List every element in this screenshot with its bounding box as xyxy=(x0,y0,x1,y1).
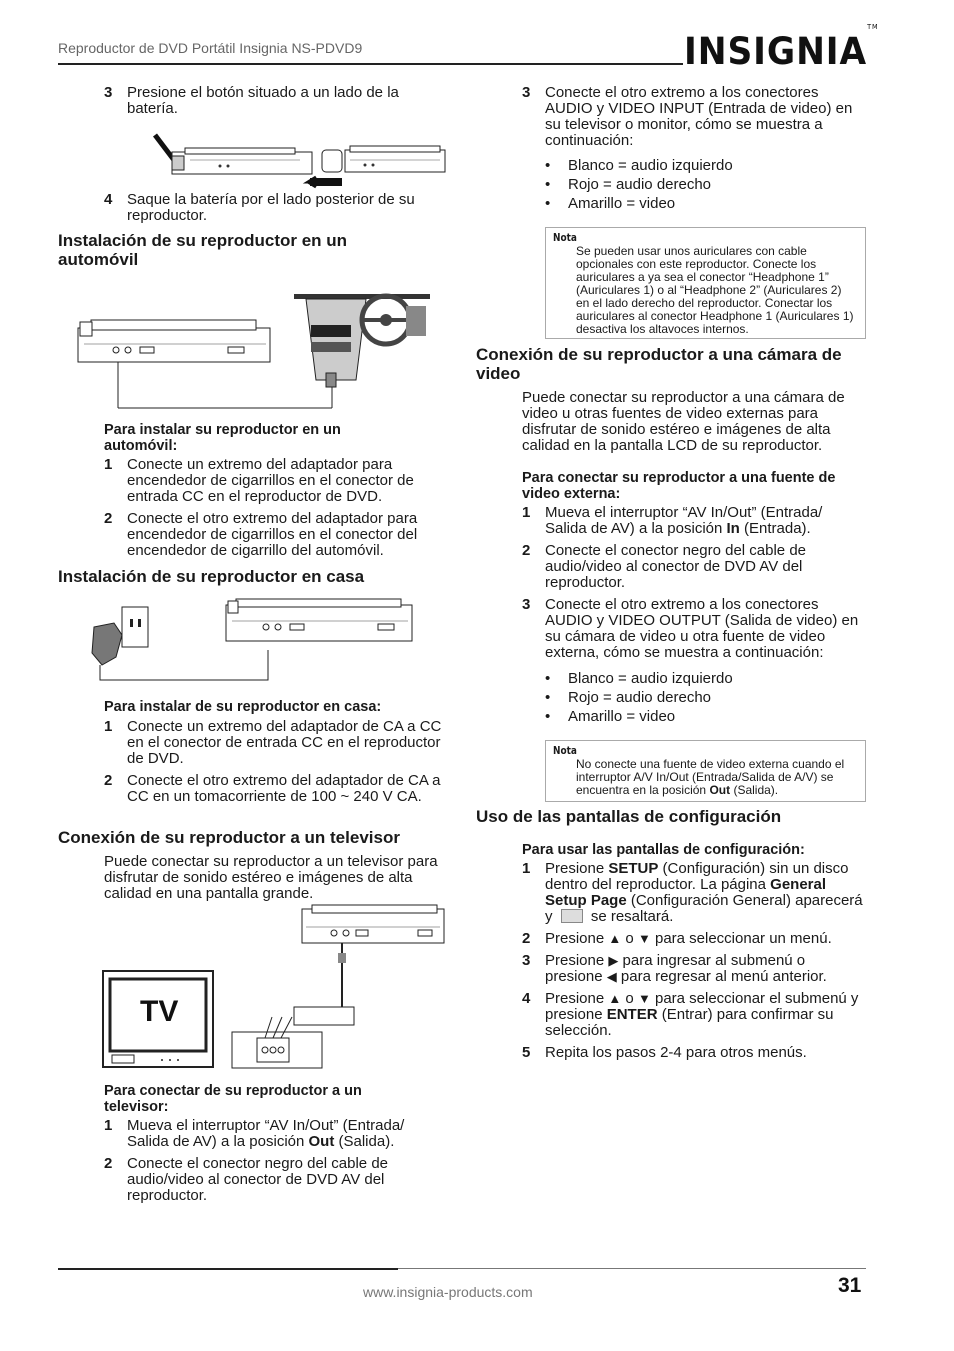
up-arrow-icon: ▲ xyxy=(608,931,622,946)
page-number: 31 xyxy=(838,1274,862,1297)
note-external-source: Nota No conecte una fuente de video externa cuando el interruptor A/V In/Out (Entrada/Salida de A/V) se encuentra en la posición Out (Salida). xyxy=(545,740,866,802)
tv-cable-bullets: • Blanco = audio izquierdo • Rojo = audio derecho • Amarillo = video xyxy=(545,156,865,213)
tv-section-heading: Conexión de su reproductor a un televisor xyxy=(58,828,400,847)
left-arrow-icon: ◀ xyxy=(606,969,617,984)
tv-connection-illustration xyxy=(102,905,447,1070)
camera-section-heading: Conexión de su reproductor a una cámara de video xyxy=(476,345,842,383)
tv-intro: Puede conectar su reproductor a un televisor para disfrutar de sonido estéreo e imágenes de alta calidad en una pantalla grande. xyxy=(104,853,438,902)
home-section-heading: Instalación de su reproductor en casa xyxy=(58,567,365,586)
right-arrow-icon: ▶ xyxy=(608,953,619,968)
footer-url: www.insignia-products.com xyxy=(363,1284,533,1300)
note-headphones: Nota Se pueden usar unos auriculares con cable opcionales con este reproductor. Conecte los auriculares a ya sea el conector “Headphone 1” (Auriculares 1) o al “Headphone 2” (Auriculares 2) en el lado derecho del reproductor. Conectar los auriculares al conector Headphone 1 (Auriculares 1) desactiva los altavoces internos. xyxy=(545,227,866,339)
document-header-title: Reproductor de DVD Portátil Insignia NS-PDVD9 xyxy=(58,40,363,56)
car-steps: 1 Conecte un extremo del adaptador para encendedor de cigarrillos en el conector de entrada CC en el reproductor de DVD. 2 Conecte el otro extremo del adaptador para encendedor de cigarrillos en el conector del encendedor de cigarrillo del automóvil. xyxy=(104,456,418,559)
battery-removal-illustration xyxy=(150,130,450,190)
down-arrow-icon: ▼ xyxy=(637,931,651,946)
tv-label: TV xyxy=(140,995,179,1028)
setup-section-heading: Uso de las pantallas de configuración xyxy=(476,807,782,826)
general-setup-icon xyxy=(561,909,583,923)
tv-steps: 1 Mueva el interruptor “AV In/Out” (Entrada/ Salida de AV) a la posición Out (Salida). 2 Conecte el conector negro del cable de audio/video al conector de DVD AV del reproductor. xyxy=(104,1117,405,1204)
up-arrow-icon: ▲ xyxy=(608,991,622,1006)
header-rule xyxy=(58,63,683,65)
setup-subheading: Para usar las pantallas de configuración: xyxy=(522,842,805,858)
insignia-logo: INSIGNIA™ xyxy=(684,22,879,73)
car-install-illustration xyxy=(76,290,436,410)
car-section-heading: Instalación de su reproductor en un automóvil xyxy=(58,231,348,269)
tv-step-3: 3 Conecte el otro extremo a los conectores AUDIO y VIDEO INPUT (Entrada de video) en su televisor o monitor, cómo se muestra a continuación: xyxy=(522,84,853,149)
camera-subheading: Para conectar su reproductor a una fuente de video externa: xyxy=(522,470,836,502)
camera-intro: Puede conectar su reproductor a una cámara de video u otras fuentes de video externas para disfrutar de sonido estéreo e imágenes de alta calidad en la pantalla LCD de su reproductor. xyxy=(522,389,845,454)
home-install-illustration xyxy=(86,595,426,690)
setup-steps: 1 Presione SETUP (Configuración) sin un disco dentro del reproductor. La página General Setup Page (Configuración General) aparecerá y se resaltará. 2 Presione ▲ o ▼ para seleccionar un menú. 3 Presione ▶ para ingresar al submenú o presione ◀ para regresar al menú anterior. 4 Presione ▲ o ▼ para seleccionar el submenú y presione ENTER (Entrar) para confirmar su selección. 5 Repita los pasos 2-4 para otros menús. xyxy=(522,860,863,1061)
down-arrow-icon: ▼ xyxy=(637,991,651,1006)
camera-cable-bullets: • Blanco = audio izquierdo • Rojo = audio derecho • Amarillo = video xyxy=(545,669,865,726)
home-subheading: Para instalar de su reproductor en casa: xyxy=(104,699,382,715)
footer-rule xyxy=(58,1268,398,1270)
footer-rule-thin xyxy=(398,1268,866,1269)
camera-steps: 1 Mueva el interruptor “AV In/Out” (Entrada/ Salida de AV) a la posición In (Entrada). 2 Conecte el conector negro del cable de audio/video al conector de DVD AV del reproductor. 3 Conecte el otro extremo a los conectores AUDIO y VIDEO OUTPUT (Salida de video) en su cámara de video u otra fuente de video externa, cómo se muestra a continuación: xyxy=(522,504,859,661)
car-subheading: Para instalar su reproductor en un automóvil: xyxy=(104,422,341,454)
battery-step-3: 3 Presione el botón situado a un lado de la batería. xyxy=(104,84,399,117)
tv-subheading: Para conectar de su reproductor a un televisor: xyxy=(104,1083,362,1115)
home-steps: 1 Conecte un extremo del adaptador de CA a CC en el conector de entrada CC en el reproductor de DVD. 2 Conecte el otro extremo del adaptador de CA a CC en un tomacorriente de 100 ~ 240 V CA. xyxy=(104,718,442,805)
battery-step-4: 4 Saque la batería por el lado posterior de su reproductor. xyxy=(104,191,415,224)
